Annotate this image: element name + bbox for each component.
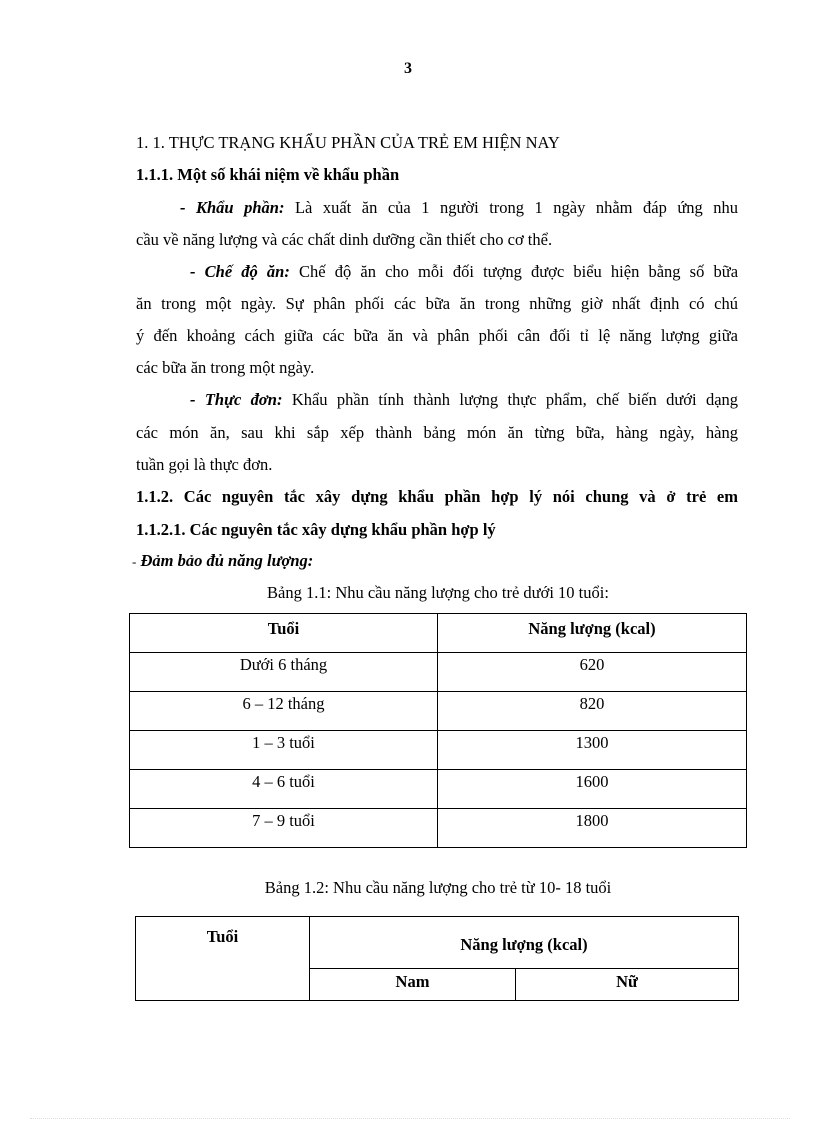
table1-kcal-cell: 820	[438, 692, 747, 731]
principle-energy-label: Đảm bảo đủ năng lượng:	[140, 551, 314, 570]
page-bottom-rule	[30, 1118, 790, 1119]
definition-thuc-don-line3: tuần gọi là thực đơn.	[136, 455, 273, 474]
energy-table-10-18	[135, 916, 739, 1001]
table1-kcal-cell: 1300	[438, 731, 747, 770]
definition-khau-phan-line1	[180, 198, 738, 218]
definition-che-do-an-line3: ý đến khoảng cách giữa các bữa ăn và phân phối cân đối tỉ lệ năng lượng giữa	[136, 326, 738, 345]
heading-1-1-2-1: 1.1.2.1. Các nguyên tắc xây dựng khẩu phần hợp lý	[136, 520, 496, 539]
term-thuc-don: - Thực đơn:	[190, 390, 283, 409]
table-row	[130, 770, 747, 809]
section-heading: 1. 1. THỰC TRẠNG KHẨU PHẦN CỦA TRẺ EM HIỆN NAY	[136, 133, 560, 152]
table1-caption: Bảng 1.1: Nhu cầu năng lượng cho trẻ dưới 10 tuổi:	[267, 583, 609, 602]
table2-header-male: Nam	[310, 969, 516, 1001]
table1-header-age: Tuổi	[130, 614, 438, 653]
heading-1-1-2: 1.1.2. Các nguyên tắc xây dựng khẩu phần hợp lý nói chung và ở trẻ em	[136, 487, 738, 506]
term-khau-phan: - Khẩu phần:	[180, 198, 285, 217]
table1-header-energy: Năng lượng (kcal)	[438, 614, 747, 653]
energy-table-under-10	[129, 613, 747, 848]
table1-age-cell: 7 – 9 tuổi	[130, 809, 438, 848]
table2-header-age: Tuổi	[136, 917, 310, 1001]
heading-1-1-1: 1.1.1. Một số khái niệm về khẩu phần	[136, 165, 400, 184]
table1-age-cell: 4 – 6 tuổi	[130, 770, 438, 809]
bullet-dash: -	[132, 554, 137, 569]
definition-che-do-an-line2: ăn trong một ngày. Sự phân phối các bữa ăn trong những giờ nhất định có chú	[136, 294, 738, 313]
table1-kcal-cell: 1800	[438, 809, 747, 848]
definition-che-do-an-line1	[190, 262, 738, 282]
table2-header-energy: Năng lượng (kcal)	[310, 917, 739, 969]
table2-caption: Bảng 1.2: Nhu cầu năng lượng cho trẻ từ 10- 18 tuổi	[264, 878, 612, 897]
table1-age-cell: 6 – 12 tháng	[130, 692, 438, 731]
definition-text: Là xuất ăn của 1 người trong 1 ngày nhằm đáp ứng nhu	[294, 198, 739, 217]
definition-text: Chế độ ăn cho mỗi đối tượng được biểu hiện bằng số bữa	[299, 262, 739, 281]
term-che-do-an: - Chế độ ăn:	[190, 262, 290, 281]
definition-thuc-don-line1	[190, 390, 738, 410]
definition-khau-phan-line2: cầu về năng lượng và các chất dinh dưỡng cần thiết cho cơ thể.	[136, 230, 553, 249]
page-number: 3	[404, 60, 412, 77]
table1-kcal-cell: 1600	[438, 770, 747, 809]
table-row	[130, 731, 747, 770]
table1-age-cell: 1 – 3 tuổi	[130, 731, 438, 770]
definition-text: Khẩu phần tính thành lượng thực phẩm, chế biến dưới dạng	[291, 390, 739, 409]
table2-header-female: Nữ	[516, 969, 739, 1001]
table-row	[130, 809, 747, 848]
definition-che-do-an-line4: các bữa ăn trong một ngày.	[136, 358, 315, 377]
table1-kcal-cell: 620	[438, 653, 747, 692]
definition-thuc-don-line2: các món ăn, sau khi sắp xếp thành bảng món ăn từng bữa, hàng ngày, hàng	[136, 423, 738, 442]
table1-age-cell: Dưới 6 tháng	[130, 653, 438, 692]
table-row	[130, 653, 747, 692]
principle-energy	[132, 551, 734, 571]
table-row	[130, 692, 747, 731]
